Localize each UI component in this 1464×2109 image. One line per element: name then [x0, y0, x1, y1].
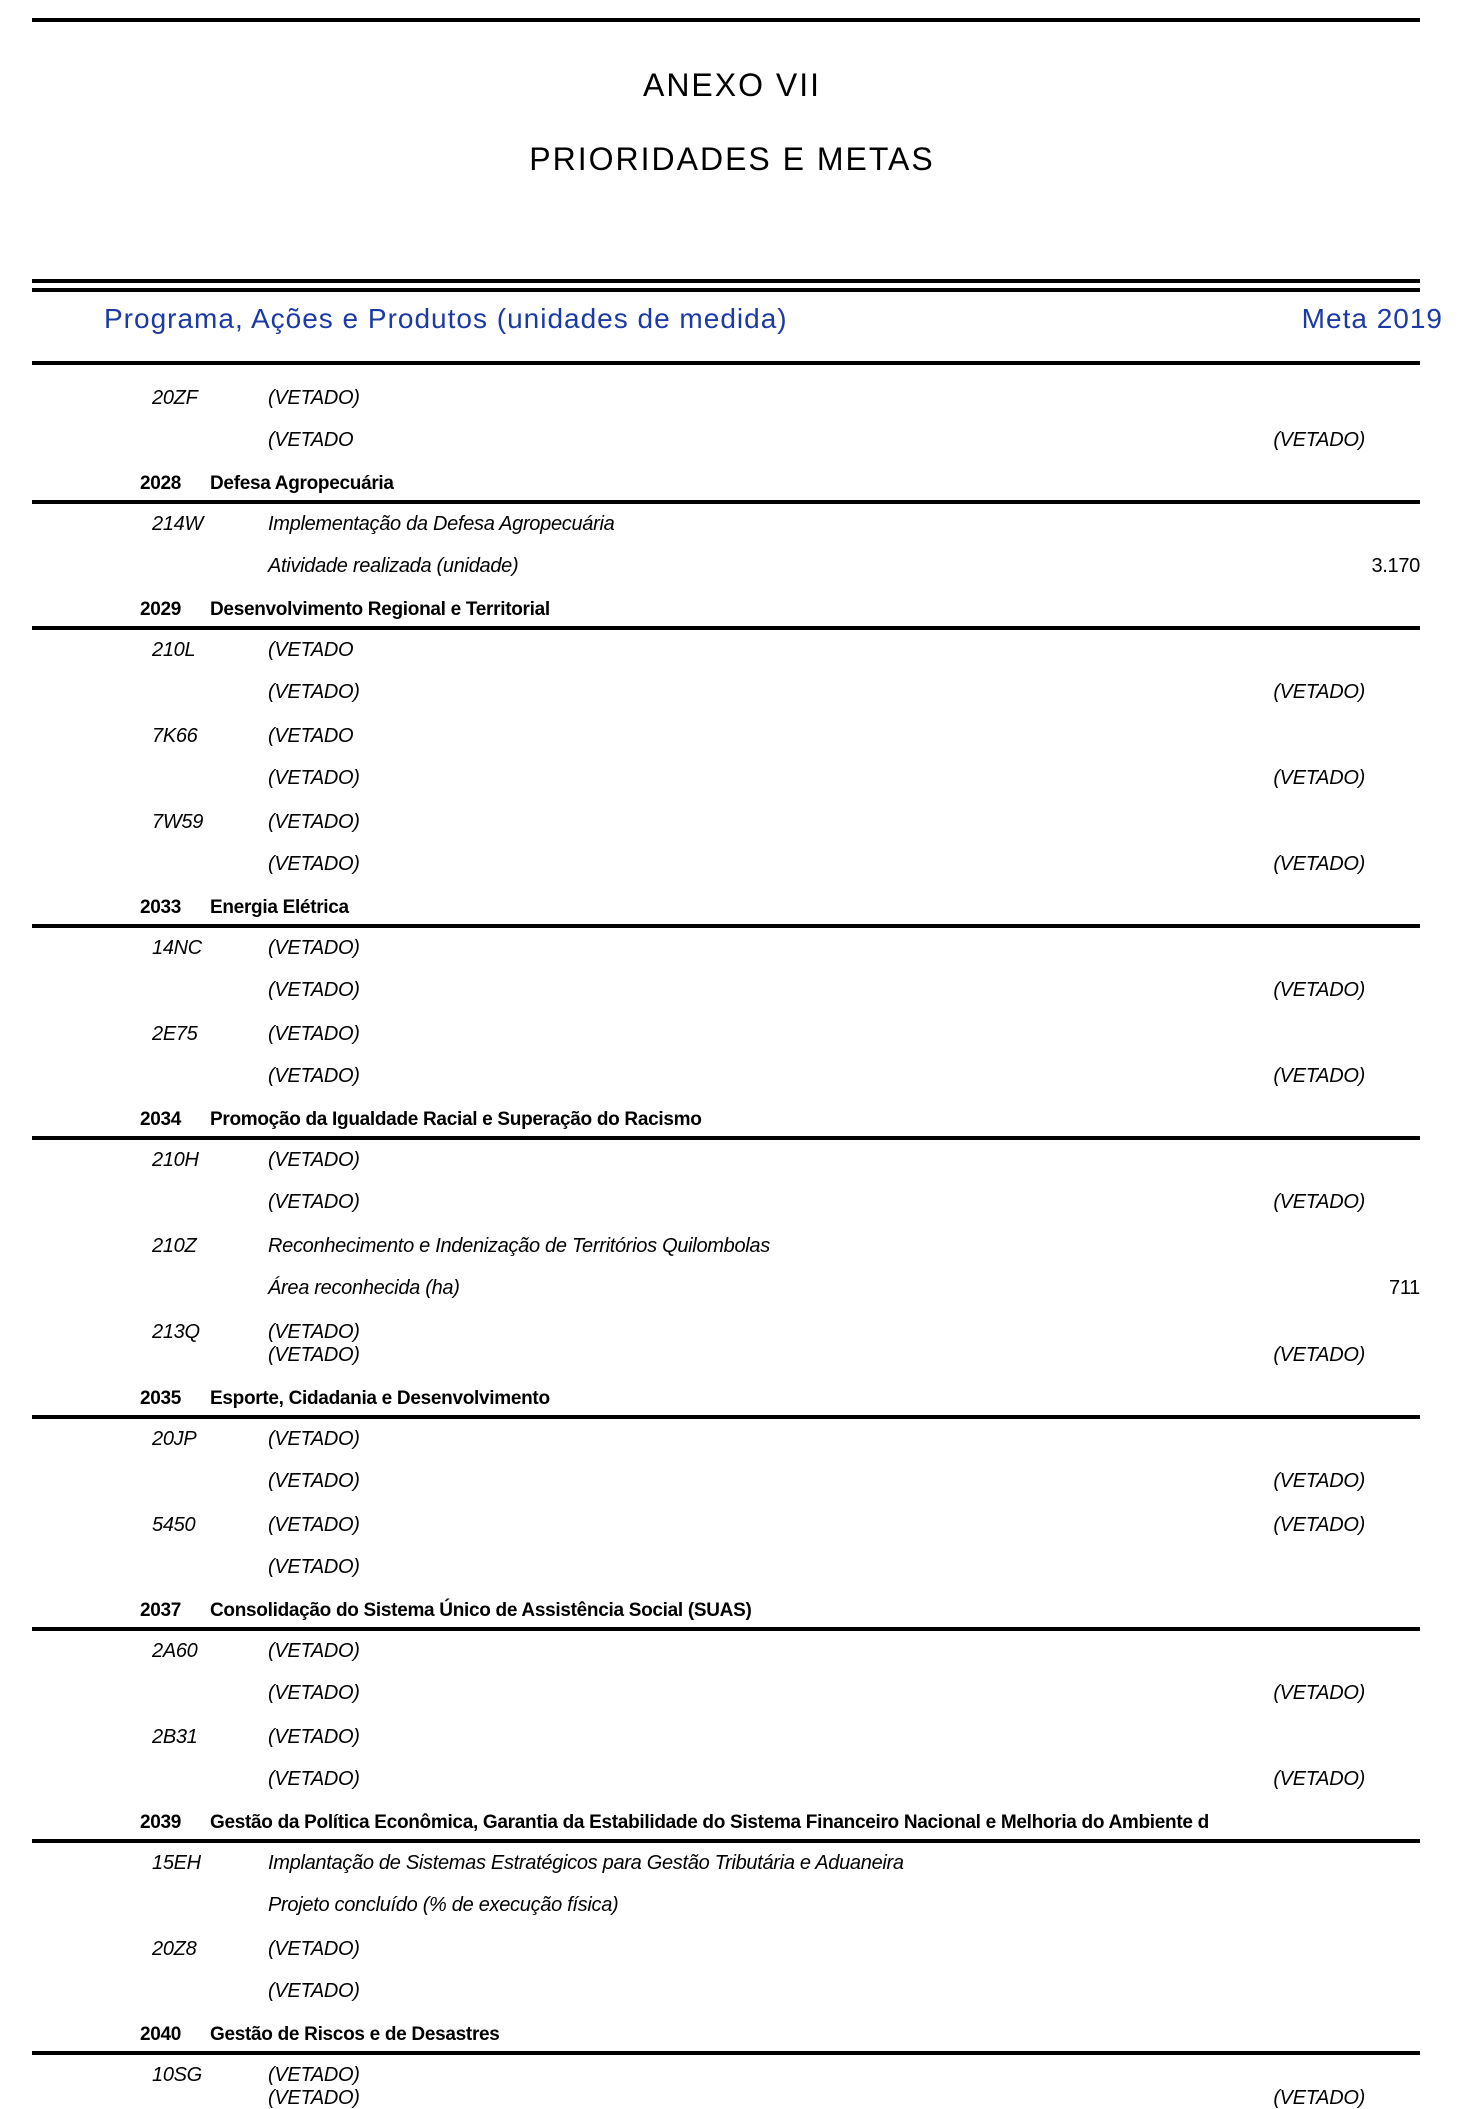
meta-value: (VETADO): [1273, 1682, 1365, 1704]
header-bottom-rule: [32, 361, 1420, 365]
action-text: (VETADO): [268, 2087, 360, 2109]
action-text: (VETADO): [268, 681, 360, 703]
meta-value: (VETADO): [1273, 1344, 1365, 1366]
action-code: 7K66: [152, 725, 198, 747]
action-text: (VETADO): [268, 1428, 360, 1450]
action-text: (VETADO): [268, 1556, 360, 1578]
action-row-line1: [0, 387, 1420, 409]
action-row-line2: [0, 853, 1420, 875]
title-line-2: PRIORIDADES E METAS: [529, 141, 935, 177]
program-row: [0, 1600, 1420, 1622]
program-code: 2035: [140, 1388, 182, 1409]
program-divider-rule: [32, 500, 1420, 504]
action-text: (VETADO): [268, 1470, 360, 1492]
action-text: (VETADO): [268, 1938, 360, 1960]
action-code: 2B31: [152, 1726, 198, 1748]
meta-value: (VETADO): [1273, 1065, 1365, 1087]
column-header-programs: Programa, Ações e Produtos (unidades de medida): [104, 303, 788, 334]
action-text: Atividade realizada (unidade): [268, 555, 519, 577]
document-title: [0, 30, 1464, 215]
action-row-line2: [0, 1191, 1420, 1213]
program-code: 2028: [140, 473, 182, 494]
action-row-line2: [0, 1768, 1420, 1790]
action-code: 210L: [152, 639, 196, 661]
program-divider-rule: [32, 1415, 1420, 1419]
action-text: (VETADO: [268, 639, 354, 661]
program-label: Gestão de Riscos e de Desastres: [210, 2024, 500, 2045]
table-header-row: [0, 302, 1443, 336]
action-row-line2: [0, 979, 1420, 1001]
action-text: Reconhecimento e Indenização de Territórios Quilombolas: [268, 1235, 770, 1257]
action-text: Projeto concluído (% de execução física): [268, 1894, 619, 1916]
action-row-line2: [0, 555, 1420, 577]
action-text: (VETADO): [268, 1191, 360, 1213]
action-code: 5450: [152, 1514, 196, 1536]
column-header-meta: Meta 2019: [1301, 303, 1443, 334]
action-row-line1: [0, 725, 1420, 747]
program-label: Desenvolvimento Regional e Territorial: [210, 599, 550, 620]
action-row-line1: [0, 1149, 1420, 1171]
meta-value: (VETADO): [1273, 853, 1365, 875]
program-row: [0, 897, 1420, 919]
program-divider-rule: [32, 2051, 1420, 2055]
action-row-line1: [0, 1726, 1420, 1748]
program-row: [0, 2024, 1420, 2046]
action-code: 2E75: [152, 1023, 198, 1045]
program-label: Consolidação do Sistema Único de Assistência Social (SUAS): [210, 1600, 752, 1621]
program-row: [0, 1388, 1420, 1410]
action-row-line2: [0, 1682, 1420, 1704]
program-code: 2034: [140, 1109, 182, 1130]
action-text: (VETADO): [268, 1726, 360, 1748]
meta-value: 711: [1389, 1277, 1420, 1299]
action-text: (VETADO): [268, 979, 360, 1001]
action-row-line2: [0, 1980, 1420, 2002]
program-code: 2037: [140, 1600, 182, 1621]
program-row: [0, 1109, 1420, 1131]
program-code: 2039: [140, 1812, 182, 1833]
action-row-line1: [0, 513, 1420, 535]
program-label: Promoção da Igualdade Racial e Superação do Racismo: [210, 1109, 702, 1130]
action-code: 14NC: [152, 937, 202, 959]
action-code: 2A60: [152, 1640, 198, 1662]
action-code: 213Q: [152, 1321, 200, 1343]
action-row-line2: [0, 767, 1420, 789]
action-row-line1: [0, 1852, 1420, 1874]
action-text: (VETADO): [268, 387, 360, 409]
table-body: [0, 387, 1420, 2109]
program-row: [0, 599, 1420, 621]
meta-value: (VETADO): [1273, 979, 1365, 1001]
action-row-line2: [0, 1894, 1420, 1916]
action-row-line1: [0, 2064, 1420, 2086]
program-divider-rule: [32, 924, 1420, 928]
action-code: 210Z: [152, 1235, 197, 1257]
action-row-line1: [0, 937, 1420, 959]
action-row-line2: [0, 1065, 1420, 1087]
action-code: 7W59: [152, 811, 204, 833]
meta-value: 3.170: [1371, 555, 1420, 577]
action-text: (VETADO): [268, 937, 360, 959]
action-code: 20ZF: [152, 387, 198, 409]
action-row-line2: [0, 681, 1420, 703]
action-code: 10SG: [152, 2064, 202, 2086]
action-row-line1: [0, 1514, 1420, 1536]
action-text: (VETADO): [268, 1344, 360, 1366]
program-label: Defesa Agropecuária: [210, 473, 394, 494]
meta-value: (VETADO): [1273, 681, 1365, 703]
action-row-line2: [0, 2087, 1420, 2109]
action-text: (VETADO): [268, 1065, 360, 1087]
program-row: [0, 473, 1420, 495]
action-code: 15EH: [152, 1852, 201, 1874]
action-row-line1: [0, 1640, 1420, 1662]
action-text: (VETADO): [268, 1640, 360, 1662]
action-row-line1: [0, 1938, 1420, 1960]
action-text: Implantação de Sistemas Estratégicos para Gestão Tributária e Aduaneira: [268, 1852, 904, 1874]
action-text: (VETADO): [268, 2064, 360, 2086]
meta-value: (VETADO): [1273, 1191, 1365, 1213]
action-text: (VETADO): [268, 811, 360, 833]
action-row-line1: [0, 811, 1420, 833]
action-text: Área reconhecida (ha): [268, 1277, 460, 1299]
program-divider-rule: [32, 626, 1420, 630]
action-row-line2: [0, 1344, 1420, 1366]
action-text: (VETADO): [268, 1321, 360, 1343]
action-text: (VETADO): [268, 1980, 360, 2002]
program-code: 2040: [140, 2024, 182, 2045]
program-code: 2029: [140, 599, 182, 620]
action-text: Implementação da Defesa Agropecuária: [268, 513, 615, 535]
action-code: 214W: [152, 513, 204, 535]
program-divider-rule: [32, 1839, 1420, 1843]
program-label: Esporte, Cidadania e Desenvolvimento: [210, 1388, 550, 1409]
action-row-line2: [0, 1470, 1420, 1492]
meta-value: (VETADO): [1273, 1470, 1365, 1492]
program-label: Energia Elétrica: [210, 897, 349, 918]
action-text: (VETADO): [268, 1514, 360, 1536]
meta-value: (VETADO): [1273, 1768, 1365, 1790]
action-row-line2: [0, 1277, 1420, 1299]
meta-value: (VETADO): [1273, 2087, 1365, 2109]
action-row-line2: [0, 1556, 1420, 1578]
action-text: (VETADO): [268, 767, 360, 789]
program-divider-rule: [32, 1627, 1420, 1631]
document-page: [0, 18, 1443, 2109]
double-rule-bottom: [32, 288, 1420, 292]
action-text: (VETADO): [268, 1023, 360, 1045]
action-code: 20JP: [152, 1428, 197, 1450]
action-row-line1: [0, 639, 1420, 661]
action-text: (VETADO): [268, 1682, 360, 1704]
meta-value: (VETADO): [1273, 1514, 1365, 1536]
program-row: [0, 1812, 1420, 1834]
action-row-line2: [0, 429, 1420, 451]
action-text: (VETADO): [268, 853, 360, 875]
action-text: (VETADO): [268, 1768, 360, 1790]
action-row-line1: [0, 1235, 1420, 1257]
action-code: 20Z8: [152, 1938, 197, 1960]
double-rule-top: [32, 279, 1420, 283]
action-row-line1: [0, 1023, 1420, 1045]
action-row-line1: [0, 1428, 1420, 1450]
action-text: (VETADO): [268, 1149, 360, 1171]
action-row-line1: [0, 1321, 1420, 1343]
action-text: (VETADO: [268, 429, 354, 451]
top-rule: [32, 18, 1420, 22]
program-code: 2033: [140, 897, 182, 918]
program-label: Gestão da Política Econômica, Garantia da Estabilidade do Sistema Financeiro Nacional e Melhoria do Ambiente d: [210, 1812, 1209, 1833]
action-text: (VETADO: [268, 725, 354, 747]
meta-value: (VETADO): [1273, 429, 1365, 451]
action-code: 210H: [152, 1149, 199, 1171]
title-line-1: ANEXO VII: [642, 67, 822, 103]
meta-value: (VETADO): [1273, 767, 1365, 789]
program-divider-rule: [32, 1136, 1420, 1140]
